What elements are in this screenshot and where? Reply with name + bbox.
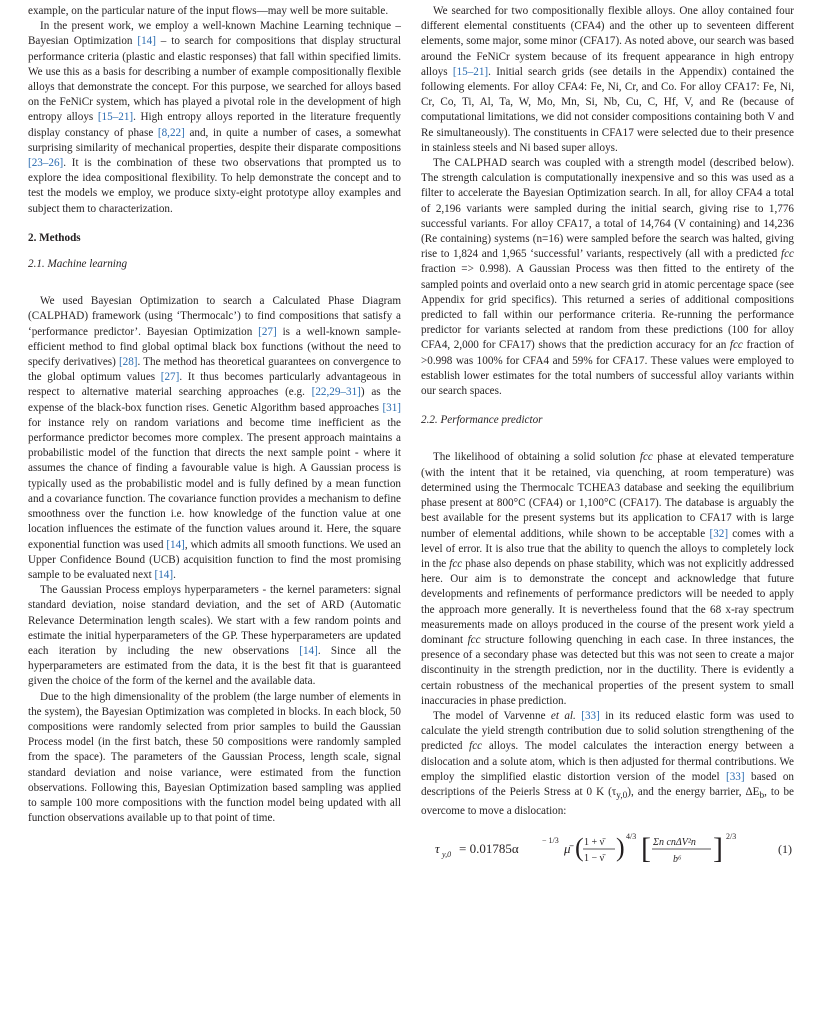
paragraph: We used Bayesian Optimization to search a Calculated Phase Diagram (CALPHAD) framework (using ‘Thermocalc’) to find compositions that satisfy a ‘performance predictor’. Bayesian Optimization [27] is a well-known sample-efficient method to find global optimal black box functions (without the need to specify derivatives) [28]. The method has theoretical guarantees on convergence to the global optimum values [27]. It thus becomes particularly advantageous in respect to alternative material searching approaches (e.g. [22,29–31]) as the expense of the black-box function rises. Genetic Algorithm based approaches [31] for instance rely on random variations and become time inefficient as the performance predictor becomes more complex. The present approach maintains a probabilistic model of the function that directs the next sample point - where it assumes the chance of finding a favourable value is high. A Gaussian process is typically used as the probabilistic model and is fully defined by a mean function and a covariance function. The covariance function provides a mechanism to define smoothness over the function i.e. how knowledge of the function value at one location influences the estimate of the function values around it. Here, the square exponential function was used [14], which admits all smooth functions. We used an Upper Confidence Bound (UCB) acquisition function to find the most promising sample to be evaluated next [14]. [28, 295, 401, 581]
eq-frac-num: 1 + ν̄ [584, 836, 605, 848]
eq-sum-num: Σn cnΔV²n [653, 836, 696, 848]
section-heading-methods: 2. Methods [28, 231, 81, 244]
left-paras-2 [28, 294, 401, 826]
eq-bracket-close: ] [713, 831, 723, 865]
citation-link[interactable]: [27] [258, 325, 277, 338]
italic-text: et al. [550, 709, 576, 722]
citation-link[interactable]: [15–21] [452, 65, 489, 78]
citation-link[interactable]: [14] [166, 538, 185, 551]
paragraph: The model of Varvenne et al. [33] in its reduced elastic form was used to calculate the yield strength contribution due to solid solution strengthening of the predicted fcc alloys. The model calculates the interaction energy between a dislocation and a solute atom, which is then adjusted for thermal contributions. We employ the simplified elastic distortion version of the model [33] based on descriptions of the Peierls Stress at 0 K $(\tau_{y,0})$, and the energy barrier, $\Delta E_b$, to be overcome to move a dislocation: [421, 709, 795, 818]
paragraph: We searched for two compositionally flexible alloys. One alloy contained four different elemental constituents (CFA4) and the other up to seventeen different elements, some major, some minor (CFA17). As noted above, our search was based around the FeNiCr system because of its frequent appearance in high entropy alloys [15–21]. Initial search grids (see details in the Appendix) contained the following elements. For alloy CFA4: Fe, Ni, Cr, and Co. For alloy CFA17: Fe, Ni, Cr, Co, Ti, Al, Ta, W, Mo, Mn, Si, Nb, Cu, C, Hf, V, and Re (because of computational limitations, we did not consider compositions containing both V and Re simultaneously). The constituents in CFA17 were selected due to their presence in stainless steels and Ni based super alloys. [421, 5, 795, 154]
paragraph: The likelihood of obtaining a solid solution fcc phase at elevated temperature (with the intent that it be retained, via quenching, at room temperature) was determined using the Thermocalc TCHEA3 database and seeking the equilibrium phase present at 800°C (CFA4) or 1,100°C (CFA17). The database is arguably the best available for the present systems but its application to CFA17 with is large number of elemental additions, while shown to be acceptable [32] comes with a level of error. It is also true that the ability to quench the alloys to completely lock in the fcc phase also depends on phase stability, which was not explicitly addressed here. Our aim is to demonstrate the concept and acknowledge that future developments and refinements of performance predictors will be needed to apply the approach more generally. It is nevertheless found that the 68 x-ray spectrum measurements made on alloys produced in the course of the present work yield a dominant fcc structure following quenching in each case. In three instances, the presence of a secondary phase was detected but this was not seen to create a major discontinuity in the strength prediction, nor in the ductility. There is evidently a certain robustness of the mechanical properties of the present system to small inaccuracies in phase prediction. [421, 451, 794, 707]
subsection-heading-performance-predictor: 2.2. Performance predictor [421, 414, 543, 427]
left-paras [28, 4, 401, 217]
italic-text: fcc [467, 633, 481, 646]
subscript: b [759, 791, 765, 802]
citation-link[interactable]: [27] [160, 371, 180, 384]
italic-text: fcc [469, 740, 483, 753]
eq-coef: = 0.01785α [459, 840, 519, 856]
equation-1 [421, 830, 794, 870]
italic-text: fcc [449, 557, 463, 570]
eq-alpha-exp: − 1/3 [542, 835, 559, 845]
equation-number: (1) [778, 841, 792, 856]
citation-link[interactable]: [23–26] [28, 157, 64, 170]
citation-link[interactable]: [8,22] [157, 126, 185, 139]
citation-link[interactable]: [31] [382, 401, 401, 414]
citation-link[interactable]: [33] [726, 770, 745, 783]
eq-paren-close: ) [616, 832, 625, 862]
citation-link[interactable]: [14] [154, 568, 174, 581]
right-paras [421, 4, 794, 399]
citation-link[interactable]: [14] [299, 644, 318, 657]
citation-link[interactable]: [33] [581, 709, 600, 722]
paragraph: The Gaussian Process employs hyperparameters - the kernel parameters: signal standard deviation, noise standard deviation, and the set of ARD (Automatic Relevance Determination length scales). We start with a few random points and estimate the initial hyperparameters of the GP. These hyperparameters are updated each iteration by including the new observations [14]. Since all the hyperparameters are estimated from the data, it is the best fit that is guaranteed given the choice of the form of the kernel and the available data. [28, 584, 401, 688]
right-column [421, 4, 794, 870]
subsection-heading-machine-learning: 2.1. Machine learning [28, 258, 128, 271]
citation-link[interactable]: [14] [137, 35, 156, 48]
left-column [28, 4, 401, 826]
equation-1-formula [421, 830, 741, 870]
eq-lhs: τ [435, 840, 440, 856]
eq-frac-den: 1 − ν̄ [584, 852, 605, 864]
italic-text: fcc [639, 451, 653, 464]
paragraph: The CALPHAD search was coupled with a strength model (described below). The strength calculation is computationally inexpensive and so this was used as a filter to accelerate the Bayesian Optimization search. In all, for alloy CFA4 a total of 2,196 variants were sampled during the initial search, giving rise to 1,776 successful variants. For alloy CFA17, a total of 14,764 (V containing) and 14,236 (Re containing) systems (n=16) were sampled before the search was halted, giving rise to 1,824 and 1,965 ‘successful’ variants, respectively (all with a predicted fcc fraction => 0.998). A Gaussian Process was then fitted to the entirety of the sampled points and overlaid onto a new search grid in atomic percentage space (see Appendix for grid specifics). This returned a series of additional compositions predicted to fall within our performance criteria. Re-running the performance predictor for variants selected at random from these predictions (100 for alloy CFA4, 2,000 for CFA17) shows that the prediction accuracy for an fcc fraction of >0.998 was 100% for CFA4 and 59% for CFA17. These values were employed to establish lower estimates for the total numbers of successful alloy variants within our search spaces. [421, 157, 794, 398]
citation-link[interactable]: [32] [709, 527, 729, 540]
eq-bracket-open: [ [641, 831, 651, 865]
eq-frac-exp: 4/3 [626, 831, 637, 841]
eq-mu: μ̄ [564, 840, 571, 856]
eq-paren-open: ( [575, 832, 584, 862]
subscript: y,0 [616, 791, 628, 802]
paragraph: Due to the high dimensionality of the problem (the large number of elements in the system), the Bayesian Optimization was completed in blocks. In each block, 50 compositions were randomly selected from prior samples to build the Gaussian Process model (in the first batch, these 50 compositions were randomly sampled from the space). The parameters of the Gaussian Process, length scale, signal standard deviation and noise variance, were estimated from the function observations. Following this, Bayesian Optimization based sampling was applied to sample 100 more compositions with the function model being updated with all function observations available up to that point of time. [28, 690, 401, 825]
eq-lhs-sub: y,0 [442, 849, 452, 859]
italic-text: fcc [781, 248, 794, 261]
paragraph: In the present work, we employ a well-known Machine Learning technique – Bayesian Optimization [14] – to search for compositions that display structural performance criteria (plastic and elastic responses) that fall within specified limits. We use this as a basis for describing a number of example compositionally flexible alloys that demonstrate the concept. For this purpose, we searched for alloys based on the FeNiCr system, which has played a pivotal role in the development of high entropy alloys [15–21]. High entropy alloys reported in the literature frequently display constancy of phase [8,22] and, in quite a number of cases, a somewhat surprising similarity of mechanical properties, despite their disparate compositions [23–26]. It is the combination of these two observations that prompted us to explore the idea compositional flexibility. To help demonstrate the concept and to test the models we employ, we produce sixty-eight prototype alloy examples and subject them to characterization. [28, 20, 401, 215]
paragraph: example, on the particular nature of the input flows—may well be more suitable. [28, 5, 389, 17]
right-paras-2 [421, 450, 794, 819]
italic-text: fcc [729, 339, 743, 352]
citation-link[interactable]: [28] [118, 356, 138, 369]
eq-sum-den: b⁶ [673, 853, 682, 865]
citation-link[interactable]: [15–21] [97, 111, 134, 124]
citation-link[interactable]: [22,29–31] [311, 386, 361, 399]
eq-bracket-exp: 2/3 [726, 831, 737, 841]
